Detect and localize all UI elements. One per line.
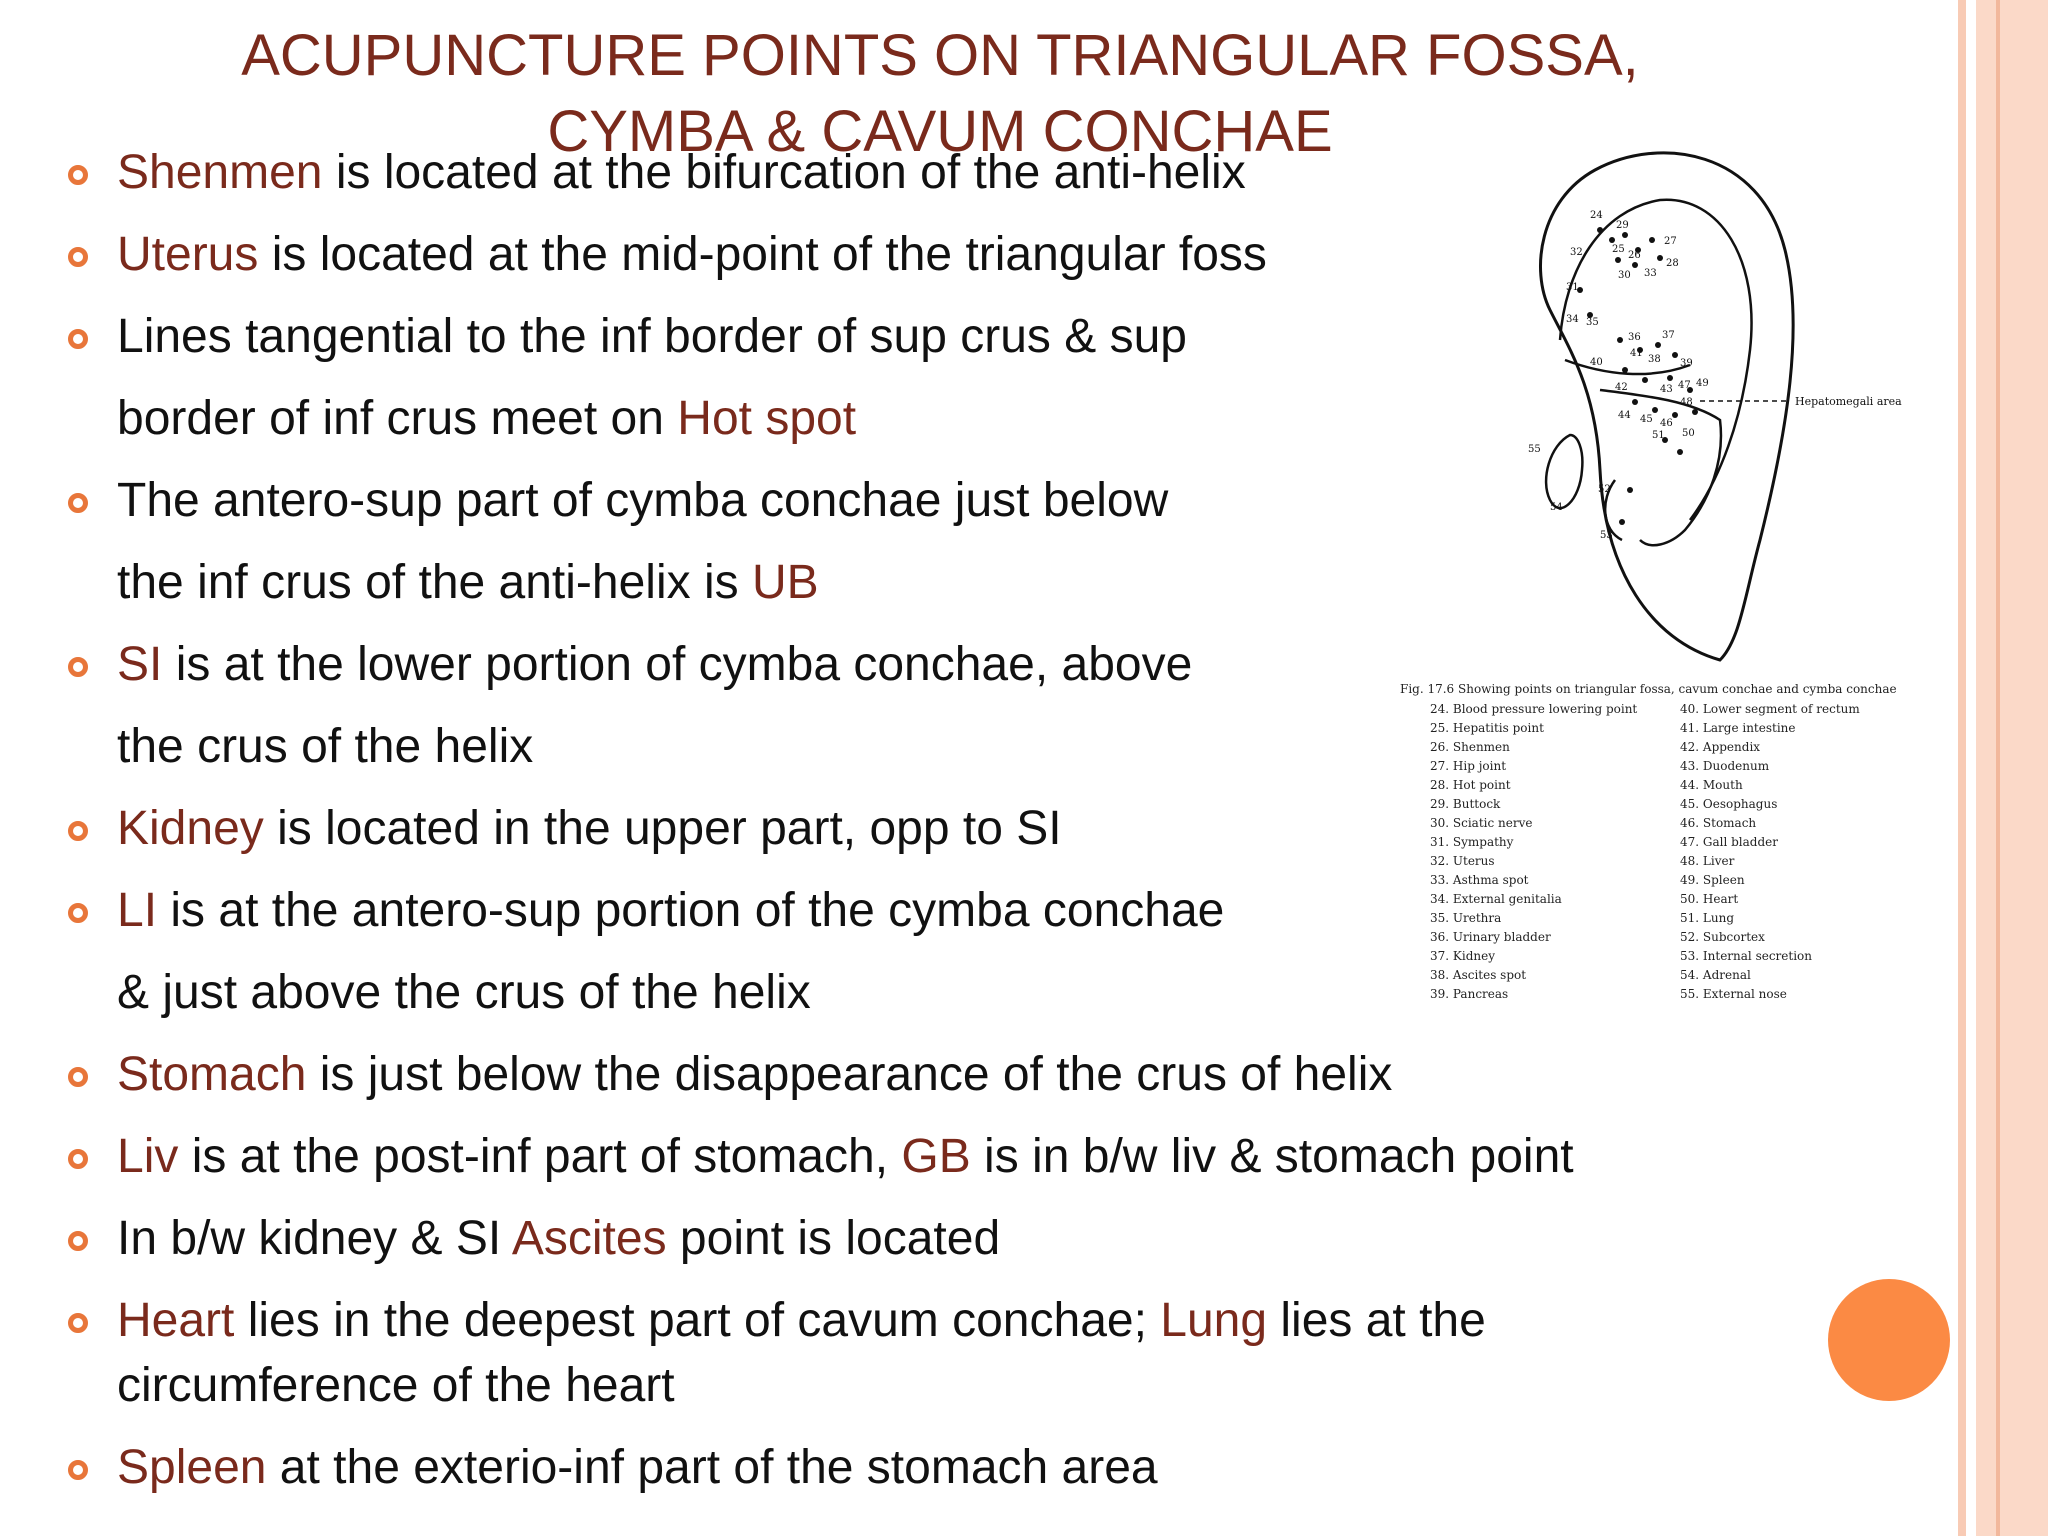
text-segment: is at the antero-sup portion of the cymba conchae: [157, 884, 1225, 937]
legend-entry: 53. Internal secretion: [1680, 949, 1812, 963]
legend-entry: 46. Stomach: [1680, 816, 1757, 830]
bullet-icon: [68, 247, 88, 267]
legend-right-column: [1680, 700, 1860, 1004]
text-segment: is in b/w liv & stomach point: [970, 1130, 1574, 1183]
legend-entry: 39. Pancreas: [1430, 987, 1509, 1001]
bullet-text: [117, 965, 811, 1020]
label-46: 46: [1660, 418, 1673, 429]
legend-entry: 44. Mouth: [1680, 778, 1743, 792]
legend-entry: 29. Buttock: [1430, 797, 1501, 811]
label-27: 27: [1664, 236, 1677, 247]
figure-caption: Fig. 17.6 Showing points on triangular fossa, cavum conchae and cymba conchae: [1400, 682, 1897, 696]
bullet-icon: [68, 165, 88, 185]
label-48: 48: [1680, 397, 1693, 408]
highlighted-term: Ascites: [511, 1212, 667, 1265]
bullet-text: [117, 1293, 1486, 1348]
legend-entry: 51. Lung: [1680, 911, 1735, 925]
legend-entry: 43. Duodenum: [1680, 759, 1770, 773]
label-47: 47: [1678, 380, 1691, 391]
label-55: 55: [1528, 444, 1541, 455]
legend-entry: 32. Uterus: [1430, 854, 1495, 868]
bullet-text: [117, 145, 1246, 200]
legend-entry: 47. Gall bladder: [1680, 835, 1779, 849]
bullet-icon: [68, 903, 88, 923]
text-segment: is located at the bifurcation of the anti-helix: [322, 146, 1246, 199]
legend-entry: 33. Asthma spot: [1430, 873, 1529, 887]
text-segment: is located in the upper part, opp to SI: [263, 802, 1062, 855]
bullet-text: [117, 227, 1267, 282]
text-segment: is at the lower portion of cymba conchae, above: [162, 638, 1193, 691]
highlighted-term: Shenmen: [117, 146, 323, 199]
label-39: 39: [1680, 358, 1693, 369]
bullet-text: [117, 1129, 1574, 1184]
legend-entry: 52. Subcortex: [1680, 930, 1765, 944]
text-segment: at the exterio-inf part of the stomach area: [266, 1441, 1158, 1494]
label-34: 34: [1566, 314, 1579, 325]
bullet-text: [117, 391, 856, 446]
legend-entry: 54. Adrenal: [1680, 968, 1751, 982]
label-44: 44: [1618, 410, 1631, 421]
legend-entry: 26. Shenmen: [1430, 740, 1510, 754]
right-border-band: [1976, 0, 2048, 1536]
label-26: 26: [1628, 250, 1641, 261]
ear-crus-line: [1565, 360, 1690, 374]
legend-entry: 31. Sympathy: [1430, 835, 1514, 849]
ear-outer-helix: [1540, 153, 1793, 660]
legend-entry: 24. Blood pressure lowering point: [1430, 702, 1638, 716]
text-segment: The antero-sup part of cymba conchae just below: [117, 474, 1169, 527]
legend-entry: 42. Appendix: [1680, 740, 1761, 754]
bullet-text: [117, 555, 819, 610]
text-segment: In b/w kidney & SI: [117, 1212, 512, 1265]
title-line-1: ACUPUNCTURE POINTS ON TRIANGULAR FOSSA,: [241, 23, 1639, 88]
bullet-icon: [68, 1231, 88, 1251]
text-segment: is located at the mid-point of the triangular foss: [258, 228, 1267, 281]
text-segment: the inf crus of the anti-helix is: [117, 556, 752, 609]
bullet-text: [117, 1047, 1392, 1102]
text-segment: lies in the deepest part of cavum conchae;: [234, 1294, 1161, 1347]
label-33: 33: [1644, 268, 1657, 279]
label-24: 24: [1590, 210, 1603, 221]
bullet-text: [117, 1211, 1000, 1266]
ear-acupuncture-figure: [1390, 140, 1950, 1010]
label-40: 40: [1590, 357, 1603, 368]
legend-entry: 55. External nose: [1680, 987, 1787, 1001]
highlighted-term: Stomach: [117, 1048, 307, 1101]
title-line-2: CYMBA & CAVUM CONCHAE: [547, 99, 1333, 164]
label-42: 42: [1615, 382, 1628, 393]
text-segment: the crus of the helix: [117, 720, 534, 773]
highlighted-term: Liv: [117, 1130, 179, 1183]
text-segment: border of inf crus meet on: [117, 392, 678, 445]
bullet-text: [117, 1358, 675, 1413]
legend-entry: 36. Urinary bladder: [1430, 930, 1551, 944]
highlighted-term: LI: [117, 884, 158, 937]
legend-entry: 27. Hip joint: [1430, 759, 1507, 773]
bullet-text: [117, 637, 1192, 692]
label-45: 45: [1640, 414, 1653, 425]
legend-entry: 37. Kidney: [1430, 949, 1495, 963]
highlighted-term: SI: [117, 638, 163, 691]
bullet-icon: [68, 821, 88, 841]
bullet-icon: [68, 1067, 88, 1087]
bullet-icon: [68, 329, 88, 349]
label-50: 50: [1682, 428, 1695, 439]
label-53: 53: [1600, 530, 1613, 541]
text-segment: & just above the crus of the helix: [117, 966, 811, 1019]
highlighted-term: Heart: [117, 1294, 235, 1347]
legend-entry: 38. Ascites spot: [1430, 968, 1527, 982]
text-segment: is just below the disappearance of the crus of helix: [306, 1048, 1393, 1101]
label-54: 54: [1550, 502, 1563, 513]
bullet-text: [117, 473, 1168, 528]
right-border-line: [1996, 0, 2000, 1536]
highlighted-term: Hot spot: [677, 392, 857, 445]
highlighted-term: Lung: [1160, 1294, 1268, 1347]
label-37: 37: [1662, 330, 1675, 341]
label-35: 35: [1586, 317, 1599, 328]
bullet-text: [117, 309, 1187, 364]
text-segment: point is located: [666, 1212, 1001, 1265]
label-41: 41: [1630, 348, 1643, 359]
label-49: 49: [1696, 378, 1709, 389]
legend-entry: 30. Sciatic nerve: [1430, 816, 1533, 830]
ear-tragus: [1546, 435, 1582, 508]
text-segment: lies at the: [1267, 1294, 1486, 1347]
bullet-text: [117, 719, 533, 774]
legend-entry: 50. Heart: [1680, 892, 1739, 906]
bullet-text: [117, 801, 1062, 856]
hepatomegaly-label: Hepatomegali area: [1795, 395, 1902, 408]
legend-left-column: [1430, 700, 1637, 1004]
legend-entry: 48. Liver: [1680, 854, 1735, 868]
highlighted-term: Uterus: [117, 228, 259, 281]
label-43: 43: [1660, 384, 1673, 395]
bullet-icon: [68, 1313, 88, 1333]
legend-entry: 25. Hepatitis point: [1430, 721, 1544, 735]
label-32: 32: [1570, 247, 1583, 258]
label-31: 31: [1566, 282, 1579, 293]
label-52: 52: [1598, 484, 1611, 495]
legend-entry: 49. Spleen: [1680, 873, 1745, 887]
label-38: 38: [1648, 354, 1661, 365]
ear-diagram-svg: [1390, 140, 1950, 680]
bullet-text: [117, 883, 1224, 938]
bullet-icon: [68, 1460, 88, 1480]
label-30: 30: [1618, 270, 1631, 281]
acupuncture-dots: [1577, 227, 1698, 525]
label-25: 25: [1612, 244, 1625, 255]
legend-entry: 34. External genitalia: [1430, 892, 1562, 906]
highlighted-term: Spleen: [117, 1441, 267, 1494]
legend-entry: 41. Large intestine: [1680, 721, 1796, 735]
text-segment: circumference of the heart: [117, 1359, 675, 1412]
bullet-icon: [68, 657, 88, 677]
label-36: 36: [1628, 332, 1641, 343]
legend-entry: 40. Lower segment of rectum: [1680, 702, 1860, 716]
legend-entry: 35. Urethra: [1430, 911, 1502, 925]
orange-circle-decoration: [1828, 1279, 1950, 1401]
label-29: 29: [1616, 220, 1629, 231]
bullet-icon: [68, 493, 88, 513]
highlighted-term: UB: [751, 556, 819, 609]
label-28: 28: [1666, 258, 1679, 269]
legend-entry: 28. Hot point: [1430, 778, 1511, 792]
bullet-text: [117, 1440, 1158, 1495]
highlighted-term: Kidney: [117, 802, 264, 855]
bullet-icon: [68, 1149, 88, 1169]
legend-entry: 45. Oesophagus: [1680, 797, 1778, 811]
right-border-stripe: [1958, 0, 1966, 1536]
text-segment: Lines tangential to the inf border of sup crus & sup: [117, 310, 1187, 363]
highlighted-term: GB: [901, 1130, 971, 1183]
label-51: 51: [1652, 430, 1665, 441]
text-segment: is at the post-inf part of stomach,: [178, 1130, 902, 1183]
